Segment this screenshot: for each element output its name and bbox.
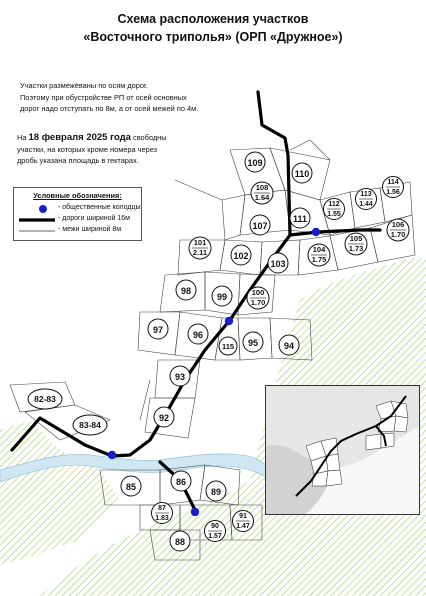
free-line: дробь указана площадь в гектарах.: [17, 156, 139, 165]
plot-number: 101: [193, 238, 207, 247]
plot-label: [292, 163, 312, 183]
map-title: Схема расположения участков: [117, 12, 309, 26]
plot-label: [148, 319, 168, 339]
plot-area: 1.70: [250, 298, 266, 307]
plot-label: [324, 199, 345, 220]
note-line: Участки размежёваны по осям дорог.: [20, 81, 148, 90]
plot-label: [205, 521, 226, 542]
plot-area: 1.56: [386, 189, 400, 196]
free-date: 18 февраля 2025 года: [28, 132, 131, 143]
plot-label: [345, 233, 367, 255]
free-line: участки, на которых кроме номера через: [17, 144, 158, 154]
inset-map: [266, 386, 419, 514]
plot-number: 90: [211, 523, 219, 530]
plot-label: [189, 237, 211, 259]
plot-number: 86: [175, 477, 187, 487]
well-icon: [36, 204, 50, 214]
plot-number: 93: [174, 372, 186, 382]
plot-label: [212, 286, 232, 306]
legend-row-wells: [14, 204, 141, 214]
plot-number: 82-83: [34, 394, 56, 404]
plot-number: 112: [328, 201, 340, 208]
plot-number: 95: [247, 338, 259, 348]
plot-label: [250, 215, 270, 235]
plot-label: [243, 332, 263, 352]
plot-label: [290, 208, 310, 228]
plot-number: 92: [158, 413, 170, 423]
plot-area: 1.47: [236, 523, 250, 530]
plot-label: [206, 481, 226, 501]
plot-number: 108: [255, 183, 269, 192]
plot-label: [245, 152, 265, 172]
plot-label: [279, 335, 299, 355]
plot-number: 83-84: [79, 420, 101, 430]
plot-label: [121, 476, 141, 496]
map-legend: [13, 187, 142, 241]
plot-number: 99: [216, 292, 228, 302]
plot-label: [387, 219, 409, 241]
well-marker: [108, 451, 116, 459]
plot-area: 1.70: [390, 230, 406, 239]
plot-label: [251, 182, 273, 204]
legend-row-roads: [14, 215, 141, 225]
well-marker: [191, 508, 199, 516]
plot-label: [233, 511, 254, 532]
plot-number: 85: [125, 482, 137, 492]
plot-label: [231, 245, 251, 265]
plot-label: [268, 253, 288, 273]
note-line: Поэтому при обустройстве РП от осей основных: [20, 92, 187, 102]
plot-label: [356, 189, 377, 210]
plot-number: 114: [387, 179, 399, 186]
map-subtitle: «Восточного триполья» (ОРП «Дружное»): [83, 30, 343, 44]
plot-area: 1.75: [311, 255, 327, 264]
plot-area: 1.57: [208, 533, 222, 540]
plot-number: 94: [283, 341, 295, 351]
plot-number: 109: [247, 158, 263, 168]
free-rest: свободны: [133, 133, 167, 142]
plot-label: [188, 324, 208, 344]
plot-number: 91: [239, 513, 247, 520]
intro-note: [20, 80, 280, 115]
plot-label: [170, 366, 190, 386]
plot-number: 106: [391, 220, 405, 229]
plot-number: 111: [292, 214, 308, 224]
plot-label: [383, 177, 404, 198]
plot-label: [176, 280, 196, 300]
well-marker: [312, 228, 320, 236]
availability-note: [17, 132, 177, 167]
legend-paths-label: - межи шириной 8м: [58, 226, 122, 233]
plot-number: 104: [312, 245, 326, 254]
plot-number: 87: [158, 505, 166, 512]
legend-wells-label: - общественные колодцы: [58, 204, 141, 211]
plot-number: 103: [270, 259, 286, 269]
plot-area: 1.55: [327, 211, 341, 218]
plot-label: [219, 337, 237, 355]
plot-label: [308, 244, 330, 266]
road-line-icon: [18, 215, 56, 225]
note-line: дорог надо отступать по 8м, а от осей межей по 4м.: [20, 104, 199, 113]
plot-number: 105: [349, 234, 363, 243]
plot-number: 107: [252, 221, 268, 231]
plot-number: 110: [294, 169, 310, 179]
legend-heading: Условные обозначения:: [33, 191, 122, 200]
plot-label: [73, 415, 107, 435]
plot-number: 115: [221, 342, 235, 351]
plot-area: 1.64: [254, 193, 270, 202]
plot-number: 96: [192, 330, 204, 340]
plot-number: 97: [152, 325, 164, 335]
free-prefix: На: [17, 133, 27, 142]
plot-label: [171, 471, 191, 491]
plot-number: 89: [210, 487, 222, 497]
plot-label: [170, 531, 190, 551]
plot-label: [247, 287, 269, 309]
plot-area: 1.44: [359, 201, 373, 208]
overview-inset: [265, 385, 420, 515]
plot-area: 1.83: [155, 515, 169, 522]
plot-area: 1.73: [348, 244, 364, 253]
plot-number: 98: [180, 286, 192, 296]
plot-number: 100: [251, 288, 265, 297]
plot-label: [152, 503, 173, 524]
well-marker: [225, 317, 233, 325]
path-line-icon: [18, 226, 56, 236]
plot-label: [28, 389, 62, 409]
legend-roads-label: - дороги шириной 16м: [58, 215, 130, 222]
plot-label: [154, 407, 174, 427]
plot-number: 102: [233, 251, 249, 261]
plot-area: 2.11: [192, 248, 208, 257]
legend-row-paths: [14, 226, 141, 236]
plot-number: 88: [174, 537, 186, 547]
plot-number: 113: [360, 191, 372, 198]
